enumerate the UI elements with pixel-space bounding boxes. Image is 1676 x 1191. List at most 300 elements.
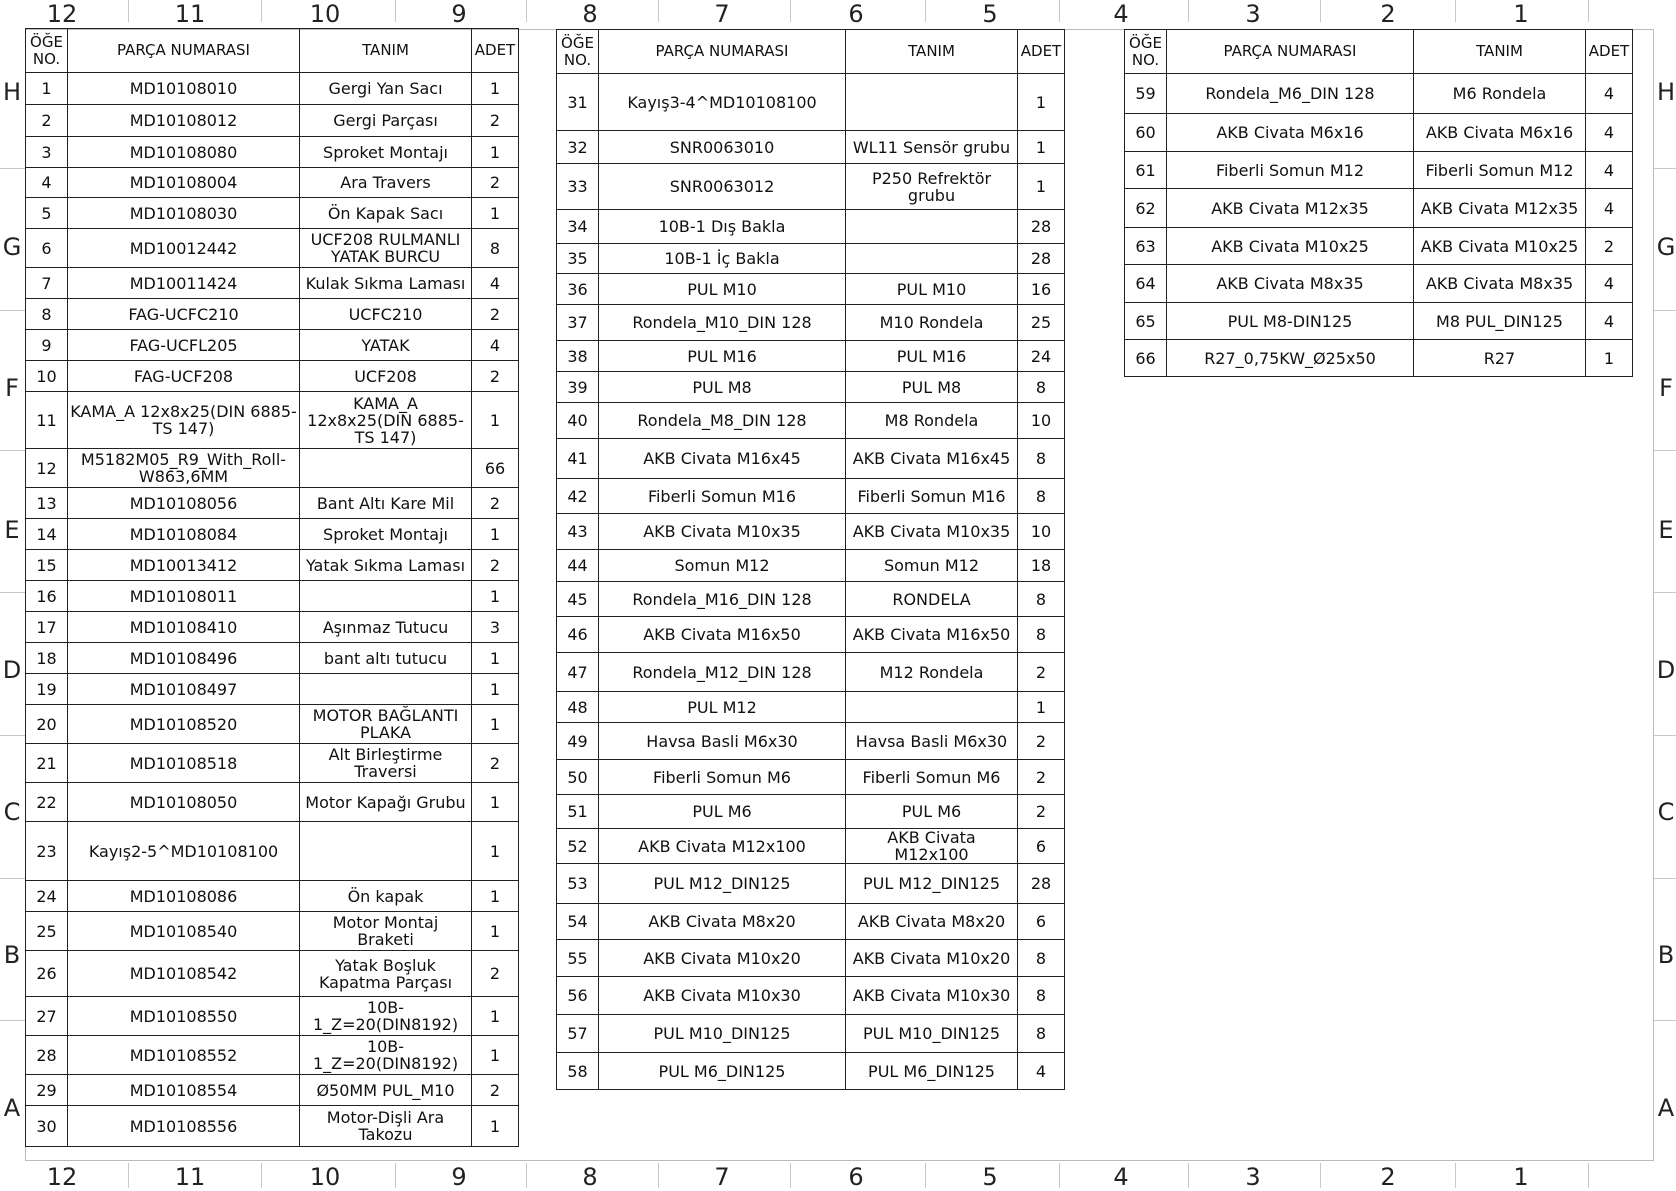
qty-cell: 4 [1586, 265, 1633, 303]
part-number-cell: FAG-UCFL205 [68, 330, 300, 361]
qty-cell: 2 [472, 488, 519, 519]
header-part-number: PARÇA NUMARASI [1167, 30, 1414, 74]
table-row [557, 829, 1065, 864]
table-row [557, 164, 1065, 210]
item-no-cell: 58 [557, 1053, 599, 1090]
zone-tick [1059, 1163, 1060, 1188]
qty-cell: 1 [472, 73, 519, 105]
zone-row-label: B [3, 941, 21, 969]
zone-column-label: 1 [1513, 0, 1529, 28]
zone-tick [395, 1163, 396, 1188]
zone-column-label: 6 [848, 0, 864, 28]
zone-tick [0, 310, 25, 311]
bom-table-3 [1124, 29, 1633, 377]
qty-cell: 1 [472, 1036, 519, 1075]
table-row [26, 488, 519, 519]
item-no-cell: 56 [557, 977, 599, 1015]
description-cell: Aşınmaz Tutucu [300, 612, 472, 643]
item-no-cell: 33 [557, 164, 599, 210]
description-cell: Motor Kapağı Grubu [300, 783, 472, 822]
zone-row-label: D [1656, 656, 1676, 684]
zone-tick [0, 735, 25, 736]
description-cell: R27 [1414, 340, 1586, 377]
table-row [1125, 303, 1633, 340]
zone-tick [1654, 592, 1676, 593]
description-cell: 10B-1_Z=20(DIN8192) [300, 997, 472, 1036]
description-cell: Sproket Montajı [300, 519, 472, 550]
item-no-cell: 5 [26, 198, 68, 229]
part-number-cell: AKB Civata M10x30 [599, 977, 846, 1015]
table-row [557, 1053, 1065, 1090]
description-cell: AKB Civata M10x20 [846, 940, 1018, 977]
description-cell: Havsa Basli M6x30 [846, 723, 1018, 760]
description-cell: Ön Kapak Sacı [300, 198, 472, 229]
item-no-cell: 52 [557, 829, 599, 864]
part-number-cell: MD10012442 [68, 229, 300, 268]
table-row [1125, 152, 1633, 189]
description-cell: AKB Civata M6x16 [1414, 114, 1586, 152]
part-number-cell: MD10108012 [68, 105, 300, 137]
item-no-cell: 1 [26, 73, 68, 105]
qty-cell: 2 [472, 299, 519, 330]
description-cell: PUL M12_DIN125 [846, 864, 1018, 904]
part-number-cell: Rondela_M6_DIN 128 [1167, 74, 1414, 114]
table-row [26, 912, 519, 951]
zone-column-label: 10 [309, 0, 341, 28]
part-number-cell: Fiberli Somun M12 [1167, 152, 1414, 189]
description-cell: RONDELA [846, 582, 1018, 617]
qty-cell: 1 [472, 519, 519, 550]
part-number-cell: AKB Civata M10x25 [1167, 228, 1414, 265]
table-row [557, 692, 1065, 723]
part-number-cell: Rondela_M12_DIN 128 [599, 653, 846, 692]
item-no-cell: 23 [26, 822, 68, 881]
qty-cell: 2 [472, 105, 519, 137]
part-number-cell: Kayış2-5^MD10108100 [68, 822, 300, 881]
qty-cell: 2 [1586, 228, 1633, 265]
zone-tick [790, 1163, 791, 1188]
item-no-cell: 45 [557, 582, 599, 617]
part-number-cell: Havsa Basli M6x30 [599, 723, 846, 760]
header-part-number: PARÇA NUMARASI [68, 29, 300, 73]
table-row [26, 198, 519, 229]
part-number-cell: AKB Civata M12x100 [599, 829, 846, 864]
zone-column-label: 8 [582, 1163, 598, 1191]
item-no-cell: 57 [557, 1015, 599, 1053]
zone-tick [1654, 878, 1676, 879]
table-row [26, 1106, 519, 1147]
table-row [1125, 265, 1633, 303]
description-cell: AKB Civata M10x30 [846, 977, 1018, 1015]
part-number-cell: Kayış3-4^MD10108100 [599, 74, 846, 131]
part-number-cell: MD10108520 [68, 705, 300, 744]
description-cell: Bant Altı Kare Mil [300, 488, 472, 519]
zone-tick [0, 168, 25, 169]
table-row [26, 229, 519, 268]
description-cell: Motor Montaj Braketi [300, 912, 472, 951]
table-row [26, 822, 519, 881]
description-cell: Motor-Dişli Ara Takozu [300, 1106, 472, 1147]
zone-tick [1588, 0, 1589, 22]
table-row [557, 760, 1065, 795]
zone-tick [1059, 0, 1060, 22]
table-row [26, 744, 519, 783]
qty-cell: 2 [472, 361, 519, 392]
qty-cell: 4 [1586, 114, 1633, 152]
table-row [26, 137, 519, 168]
header-item-no: ÖĞE NO. [26, 29, 68, 73]
item-no-cell: 66 [1125, 340, 1167, 377]
description-cell: Sproket Montajı [300, 137, 472, 168]
zone-tick [1654, 168, 1676, 169]
item-no-cell: 53 [557, 864, 599, 904]
description-cell: AKB Civata M16x50 [846, 617, 1018, 653]
item-no-cell: 49 [557, 723, 599, 760]
item-no-cell: 27 [26, 997, 68, 1036]
item-no-cell: 43 [557, 514, 599, 550]
qty-cell: 2 [1018, 795, 1065, 829]
qty-cell: 2 [1018, 760, 1065, 795]
part-number-cell: PUL M6 [599, 795, 846, 829]
item-no-cell: 65 [1125, 303, 1167, 340]
part-number-cell: Fiberli Somun M16 [599, 479, 846, 514]
part-number-cell: SNR0063012 [599, 164, 846, 210]
zone-row-label: G [2, 233, 22, 261]
description-cell: Gergi Parçası [300, 105, 472, 137]
qty-cell: 1 [472, 581, 519, 612]
description-cell: Kulak Sıkma Laması [300, 268, 472, 299]
table-row [557, 479, 1065, 514]
description-cell: Ön kapak [300, 881, 472, 912]
item-no-cell: 62 [1125, 189, 1167, 228]
description-cell: Yatak Boşluk Kapatma Parçası [300, 951, 472, 997]
part-number-cell: MD10108056 [68, 488, 300, 519]
qty-cell: 2 [472, 550, 519, 581]
table-row [26, 519, 519, 550]
item-no-cell: 60 [1125, 114, 1167, 152]
zone-row-label: E [4, 516, 20, 544]
table-row [26, 361, 519, 392]
item-no-cell: 28 [26, 1036, 68, 1075]
table-row [26, 392, 519, 449]
part-number-cell: PUL M8-DIN125 [1167, 303, 1414, 340]
zone-tick [1320, 0, 1321, 22]
description-cell: UCFC210 [300, 299, 472, 330]
header-qty: ADET [1018, 30, 1065, 74]
qty-cell: 2 [472, 168, 519, 198]
item-no-cell: 6 [26, 229, 68, 268]
table-row [557, 274, 1065, 305]
qty-cell: 24 [1018, 341, 1065, 372]
zone-tick [1188, 1163, 1189, 1188]
zone-row-label: D [2, 656, 22, 684]
table-row [26, 550, 519, 581]
bom-table-1 [25, 28, 519, 1147]
item-no-cell: 7 [26, 268, 68, 299]
qty-cell: 10 [1018, 403, 1065, 439]
part-number-cell: AKB Civata M16x50 [599, 617, 846, 653]
part-number-cell: Rondela_M8_DIN 128 [599, 403, 846, 439]
description-cell [846, 244, 1018, 274]
part-number-cell: AKB Civata M8x35 [1167, 265, 1414, 303]
description-cell [300, 822, 472, 881]
qty-cell: 10 [1018, 514, 1065, 550]
zone-tick [395, 0, 396, 22]
part-number-cell: AKB Civata M10x35 [599, 514, 846, 550]
qty-cell: 4 [1586, 189, 1633, 228]
table-row [26, 951, 519, 997]
description-cell: WL11 Sensör grubu [846, 131, 1018, 164]
part-number-cell: MD10108004 [68, 168, 300, 198]
table-row [26, 705, 519, 744]
table-row [557, 904, 1065, 940]
item-no-cell: 30 [26, 1106, 68, 1147]
part-number-cell: Somun M12 [599, 550, 846, 582]
part-number-cell: MD10108010 [68, 73, 300, 105]
item-no-cell: 42 [557, 479, 599, 514]
item-no-cell: 48 [557, 692, 599, 723]
part-number-cell: 10B-1 İç Bakla [599, 244, 846, 274]
qty-cell: 8 [472, 229, 519, 268]
qty-cell: 8 [1018, 439, 1065, 479]
zone-tick [261, 0, 262, 22]
part-number-cell: MD10108556 [68, 1106, 300, 1147]
qty-cell: 1 [1018, 74, 1065, 131]
zone-column-label: 11 [174, 0, 206, 28]
part-number-cell: 10B-1 Dış Bakla [599, 210, 846, 244]
item-no-cell: 19 [26, 674, 68, 705]
item-no-cell: 32 [557, 131, 599, 164]
zone-column-label: 6 [848, 1163, 864, 1191]
description-cell: Gergi Yan Sacı [300, 73, 472, 105]
qty-cell: 1 [1018, 164, 1065, 210]
description-cell: PUL M6 [846, 795, 1018, 829]
description-cell: P250 Refrektör grubu [846, 164, 1018, 210]
zone-row-label: F [5, 374, 19, 402]
description-cell [846, 74, 1018, 131]
zone-column-label: 1 [1513, 1163, 1529, 1191]
zone-column-label: 11 [174, 1163, 206, 1191]
part-number-cell: MD10108554 [68, 1075, 300, 1106]
qty-cell: 8 [1018, 582, 1065, 617]
description-cell: KAMA_A 12x8x25(DIN 6885-TS 147) [300, 392, 472, 449]
item-no-cell: 12 [26, 449, 68, 488]
table-row [26, 449, 519, 488]
description-cell: M10 Rondela [846, 305, 1018, 341]
part-number-cell: MD10108086 [68, 881, 300, 912]
table-row [557, 403, 1065, 439]
table-row [26, 330, 519, 361]
item-no-cell: 22 [26, 783, 68, 822]
zone-tick [658, 0, 659, 22]
item-no-cell: 51 [557, 795, 599, 829]
part-number-cell: Rondela_M10_DIN 128 [599, 305, 846, 341]
qty-cell: 8 [1018, 617, 1065, 653]
qty-cell: 8 [1018, 1015, 1065, 1053]
description-cell: Fiberli Somun M12 [1414, 152, 1586, 189]
table-row [26, 299, 519, 330]
header-qty: ADET [472, 29, 519, 73]
zone-tick [1654, 450, 1676, 451]
qty-cell: 25 [1018, 305, 1065, 341]
part-number-cell: AKB Civata M10x20 [599, 940, 846, 977]
part-number-cell: MD10108552 [68, 1036, 300, 1075]
description-cell: AKB Civata M12x35 [1414, 189, 1586, 228]
description-cell: Ø50MM PUL_M10 [300, 1075, 472, 1106]
description-cell [846, 210, 1018, 244]
item-no-cell: 8 [26, 299, 68, 330]
zone-tick [0, 1020, 25, 1021]
description-cell: AKB Civata M16x45 [846, 439, 1018, 479]
qty-cell: 4 [1018, 1053, 1065, 1090]
item-no-cell: 59 [1125, 74, 1167, 114]
description-cell: Alt Birleştirme Traversi [300, 744, 472, 783]
qty-cell: 2 [472, 1075, 519, 1106]
part-number-cell: AKB Civata M6x16 [1167, 114, 1414, 152]
part-number-cell: MD10108410 [68, 612, 300, 643]
description-cell [300, 581, 472, 612]
part-number-cell: MD10108496 [68, 643, 300, 674]
part-number-cell: AKB Civata M16x45 [599, 439, 846, 479]
description-cell: AKB Civata M8x35 [1414, 265, 1586, 303]
zone-row-label: G [1656, 233, 1676, 261]
table-row [557, 582, 1065, 617]
table-row [557, 977, 1065, 1015]
item-no-cell: 11 [26, 392, 68, 449]
part-number-cell: AKB Civata M12x35 [1167, 189, 1414, 228]
description-cell: AKB Civata M10x35 [846, 514, 1018, 550]
part-number-cell: MD10108542 [68, 951, 300, 997]
part-number-cell: R27_0,75KW_Ø25x50 [1167, 340, 1414, 377]
qty-cell: 4 [1586, 152, 1633, 189]
qty-cell: 4 [472, 330, 519, 361]
table-row [26, 881, 519, 912]
item-no-cell: 40 [557, 403, 599, 439]
item-no-cell: 41 [557, 439, 599, 479]
qty-cell: 28 [1018, 244, 1065, 274]
qty-cell: 28 [1018, 864, 1065, 904]
zone-tick [658, 1163, 659, 1188]
description-cell: M8 Rondela [846, 403, 1018, 439]
item-no-cell: 39 [557, 372, 599, 403]
zone-tick [1320, 1163, 1321, 1188]
item-no-cell: 47 [557, 653, 599, 692]
qty-cell: 2 [472, 951, 519, 997]
zone-tick [1455, 1163, 1456, 1188]
item-no-cell: 17 [26, 612, 68, 643]
header-description: TANIM [1414, 30, 1586, 74]
part-number-cell: PUL M6_DIN125 [599, 1053, 846, 1090]
header-item-no: ÖĞE NO. [1125, 30, 1167, 74]
description-cell: AKB Civata M12x100 [846, 829, 1018, 864]
item-no-cell: 26 [26, 951, 68, 997]
item-no-cell: 15 [26, 550, 68, 581]
table-row [26, 268, 519, 299]
part-number-cell: MD10108011 [68, 581, 300, 612]
qty-cell: 2 [1018, 723, 1065, 760]
part-number-cell: PUL M10 [599, 274, 846, 305]
zone-tick [1654, 310, 1676, 311]
zone-tick [925, 0, 926, 22]
zone-column-label: 4 [1113, 0, 1129, 28]
description-cell: M8 PUL_DIN125 [1414, 303, 1586, 340]
qty-cell: 3 [472, 612, 519, 643]
item-no-cell: 61 [1125, 152, 1167, 189]
part-number-cell: MD10108050 [68, 783, 300, 822]
part-number-cell: FAG-UCF208 [68, 361, 300, 392]
description-cell [300, 674, 472, 705]
part-number-cell: FAG-UCFC210 [68, 299, 300, 330]
part-number-cell: Fiberli Somun M6 [599, 760, 846, 795]
description-cell: Somun M12 [846, 550, 1018, 582]
zone-tick [0, 878, 25, 879]
table-row [557, 940, 1065, 977]
part-number-cell: Rondela_M16_DIN 128 [599, 582, 846, 617]
zone-row-label: B [1657, 941, 1675, 969]
table-row [26, 1075, 519, 1106]
table-row [26, 1036, 519, 1075]
header-item-no: ÖĞE NO. [557, 30, 599, 74]
item-no-cell: 50 [557, 760, 599, 795]
description-cell: Fiberli Somun M6 [846, 760, 1018, 795]
bom-table-2 [556, 29, 1065, 1090]
header-part-number: PARÇA NUMARASI [599, 30, 846, 74]
item-no-cell: 14 [26, 519, 68, 550]
qty-cell: 1 [1018, 692, 1065, 723]
part-number-cell: MD10108084 [68, 519, 300, 550]
zone-column-label: 12 [46, 1163, 78, 1191]
header-qty: ADET [1586, 30, 1633, 74]
description-cell: Yatak Sıkma Laması [300, 550, 472, 581]
table-row [557, 372, 1065, 403]
zone-column-label: 7 [714, 0, 730, 28]
item-no-cell: 37 [557, 305, 599, 341]
zone-row-label: A [1657, 1094, 1675, 1122]
description-cell: PUL M6_DIN125 [846, 1053, 1018, 1090]
item-no-cell: 34 [557, 210, 599, 244]
table-row [557, 131, 1065, 164]
qty-cell: 1 [472, 881, 519, 912]
item-no-cell: 13 [26, 488, 68, 519]
qty-cell: 66 [472, 449, 519, 488]
item-no-cell: 29 [26, 1075, 68, 1106]
table-row [1125, 228, 1633, 265]
zone-tick [1654, 735, 1676, 736]
item-no-cell: 9 [26, 330, 68, 361]
item-no-cell: 24 [26, 881, 68, 912]
table-row [557, 653, 1065, 692]
description-cell: bant altı tutucu [300, 643, 472, 674]
table-row [26, 105, 519, 137]
item-no-cell: 2 [26, 105, 68, 137]
table-row [557, 864, 1065, 904]
item-no-cell: 18 [26, 643, 68, 674]
zone-tick [261, 1163, 262, 1188]
qty-cell: 1 [472, 1106, 519, 1147]
part-number-cell: MD10013412 [68, 550, 300, 581]
zone-row-label: C [3, 798, 21, 826]
zone-tick [790, 0, 791, 22]
table-row [557, 514, 1065, 550]
zone-tick [1654, 1020, 1676, 1021]
zone-row-label: E [1658, 516, 1674, 544]
description-cell: AKB Civata M8x20 [846, 904, 1018, 940]
table-row [557, 305, 1065, 341]
item-no-cell: 46 [557, 617, 599, 653]
zone-tick [925, 1163, 926, 1188]
zone-column-label: 8 [582, 0, 598, 28]
description-cell: PUL M8 [846, 372, 1018, 403]
